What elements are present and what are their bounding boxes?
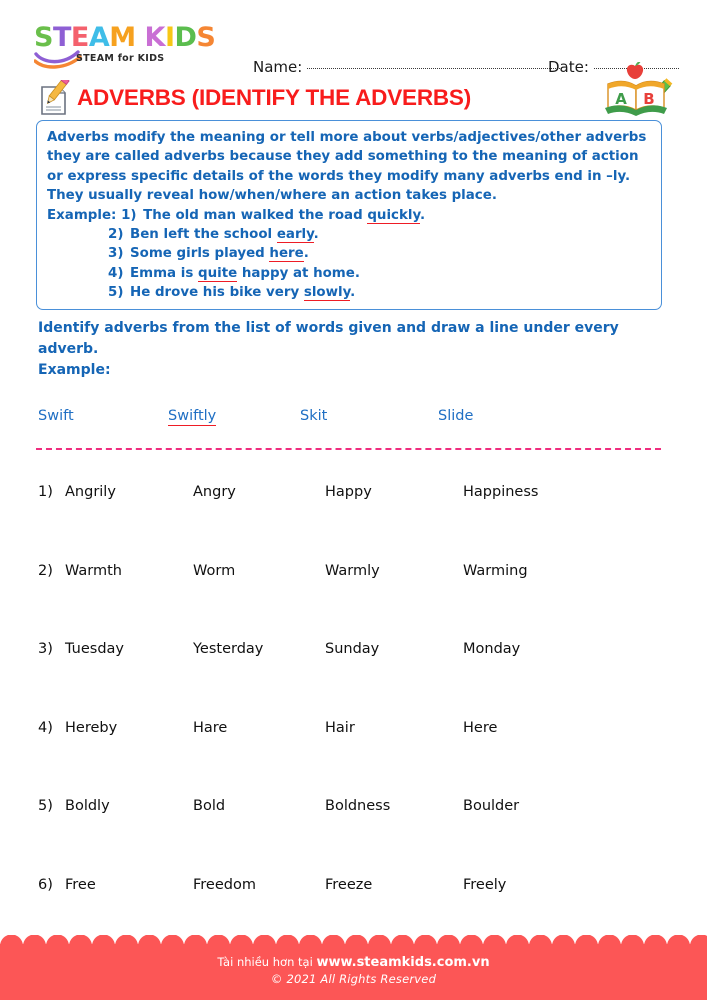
- footer-scallop-edge: [0, 935, 707, 955]
- word-option[interactable]: Angrily: [65, 484, 116, 500]
- row-number: 2): [38, 562, 53, 579]
- logo-letter: S: [196, 22, 216, 53]
- table-row: [38, 484, 658, 563]
- row-number: 3): [38, 641, 53, 657]
- row-number: 4): [38, 719, 53, 736]
- word-option[interactable]: Warmth: [65, 562, 123, 579]
- info-example-number: 5): [108, 285, 124, 301]
- sample-word[interactable]: Slide: [438, 408, 474, 424]
- logo-letter: S: [34, 22, 53, 53]
- book-letter-a: A: [615, 90, 627, 108]
- name-field[interactable]: [253, 58, 562, 76]
- info-example-tail: .: [303, 246, 309, 262]
- info-example-line: [47, 283, 651, 302]
- info-example-text: Some girls played: [130, 246, 270, 262]
- sample-word[interactable]: Skit: [300, 408, 328, 424]
- word-option[interactable]: Angry: [193, 484, 236, 500]
- word-option[interactable]: Hare: [193, 719, 228, 736]
- word-option[interactable]: Warmly: [325, 562, 380, 579]
- logo-letter: M: [109, 22, 136, 53]
- logo-letter: A: [88, 22, 110, 53]
- word-option[interactable]: Freeze: [325, 876, 373, 893]
- row-number: 1): [38, 484, 53, 500]
- logo-swoosh-icon: [34, 48, 82, 70]
- sample-word[interactable]: Swiftly: [168, 408, 217, 424]
- footer-url[interactable]: www.steamkids.com.vn: [316, 955, 490, 970]
- word-option[interactable]: Worm: [193, 562, 236, 579]
- info-example-number: 1): [121, 207, 137, 223]
- logo-tagline: STEAM for KIDS: [76, 53, 165, 64]
- word-table: [38, 484, 658, 955]
- date-label: Date:: [548, 58, 589, 76]
- info-example-adverb: here: [269, 246, 304, 262]
- info-example-number: 3): [108, 246, 124, 262]
- footer-text: [0, 954, 707, 988]
- page-header: [0, 22, 707, 80]
- footer-copyright: © 2021 All Rights Reserved: [270, 972, 437, 986]
- info-example-adverb: quickly: [367, 207, 420, 223]
- info-example-text: The old man walked the road: [143, 207, 368, 223]
- page-title: ADVERBS (IDENTIFY THE ADVERBS): [77, 85, 472, 110]
- info-example-label: Example:: [47, 207, 122, 223]
- word-option[interactable]: Happiness: [463, 484, 539, 500]
- info-example-line: [47, 225, 651, 244]
- word-option[interactable]: Bold: [193, 798, 226, 814]
- logo-letter: E: [70, 22, 89, 53]
- info-example-tail: .: [350, 285, 356, 301]
- task-instruction: Identify adverbs from the list of words given and draw a line under every adverb.: [38, 320, 619, 357]
- info-example-line: [47, 244, 651, 263]
- info-example-adverb: quite: [197, 265, 238, 281]
- title-row: [0, 80, 707, 120]
- sample-word[interactable]: Swift: [38, 408, 74, 424]
- abc-book-icon: [602, 62, 674, 117]
- table-row: [38, 798, 658, 877]
- word-option[interactable]: Monday: [463, 641, 521, 657]
- logo-letter: [136, 24, 145, 52]
- name-input-line[interactable]: [307, 68, 562, 69]
- word-option[interactable]: Hair: [325, 719, 355, 736]
- page-footer: [0, 944, 707, 1000]
- logo-letter: D: [174, 22, 197, 53]
- logo-letter: K: [144, 22, 165, 53]
- word-option[interactable]: Happy: [325, 484, 372, 500]
- book-letter-b: B: [643, 90, 655, 108]
- brand-logo: [34, 22, 234, 64]
- task-example-label: Example:: [38, 362, 111, 378]
- info-example-line: [47, 206, 651, 225]
- word-option[interactable]: Here: [463, 719, 498, 736]
- info-example-line: [47, 264, 651, 283]
- word-option[interactable]: Warming: [463, 562, 528, 579]
- info-example-adverb: early: [276, 227, 314, 243]
- logo-letter: I: [164, 22, 175, 53]
- table-row: [38, 563, 658, 642]
- info-example-tail: .: [313, 227, 319, 243]
- word-option[interactable]: Free: [65, 876, 96, 893]
- info-example-text: Emma is: [130, 265, 198, 281]
- info-example-text: He drove his bike very: [130, 285, 304, 301]
- info-example-number: 4): [108, 265, 124, 281]
- footer-prefix: Tài nhiều hơn tại: [217, 955, 317, 969]
- word-option[interactable]: Hereby: [65, 719, 118, 736]
- pencil-paper-icon: [32, 80, 72, 118]
- word-option[interactable]: Boldness: [325, 798, 391, 814]
- row-number: 5): [38, 798, 53, 814]
- word-option[interactable]: Yesterday: [193, 641, 264, 657]
- section-divider: [36, 448, 661, 450]
- info-example-tail: happy at home.: [237, 265, 360, 281]
- info-paragraph: Adverbs modify the meaning or tell more about verbs/adjectives/other adverbs they are called adverbs because they add something to the meaning of action or express specific details of the words they modify many adverbs end in –ly. They usually reveal how/when/where an action takes place.: [47, 130, 647, 204]
- info-example-number: 2): [108, 227, 124, 243]
- word-option[interactable]: Freedom: [193, 876, 256, 893]
- info-example-text: Ben left the school: [130, 227, 277, 243]
- name-label: Name:: [253, 58, 303, 76]
- row-number: 6): [38, 876, 53, 893]
- word-option[interactable]: Freely: [463, 876, 507, 893]
- table-row: [38, 720, 658, 799]
- info-box: [36, 120, 662, 310]
- sample-word-row: [38, 408, 658, 430]
- info-examples: [47, 206, 651, 303]
- info-example-tail: .: [419, 207, 426, 223]
- logo-letter: T: [52, 22, 71, 53]
- word-option[interactable]: Boulder: [463, 798, 520, 814]
- table-row: [38, 641, 658, 720]
- word-option[interactable]: Boldly: [65, 798, 110, 814]
- word-option[interactable]: Tuesday: [65, 641, 124, 657]
- info-example-adverb: slowly: [303, 285, 351, 301]
- word-option[interactable]: Sunday: [325, 641, 380, 657]
